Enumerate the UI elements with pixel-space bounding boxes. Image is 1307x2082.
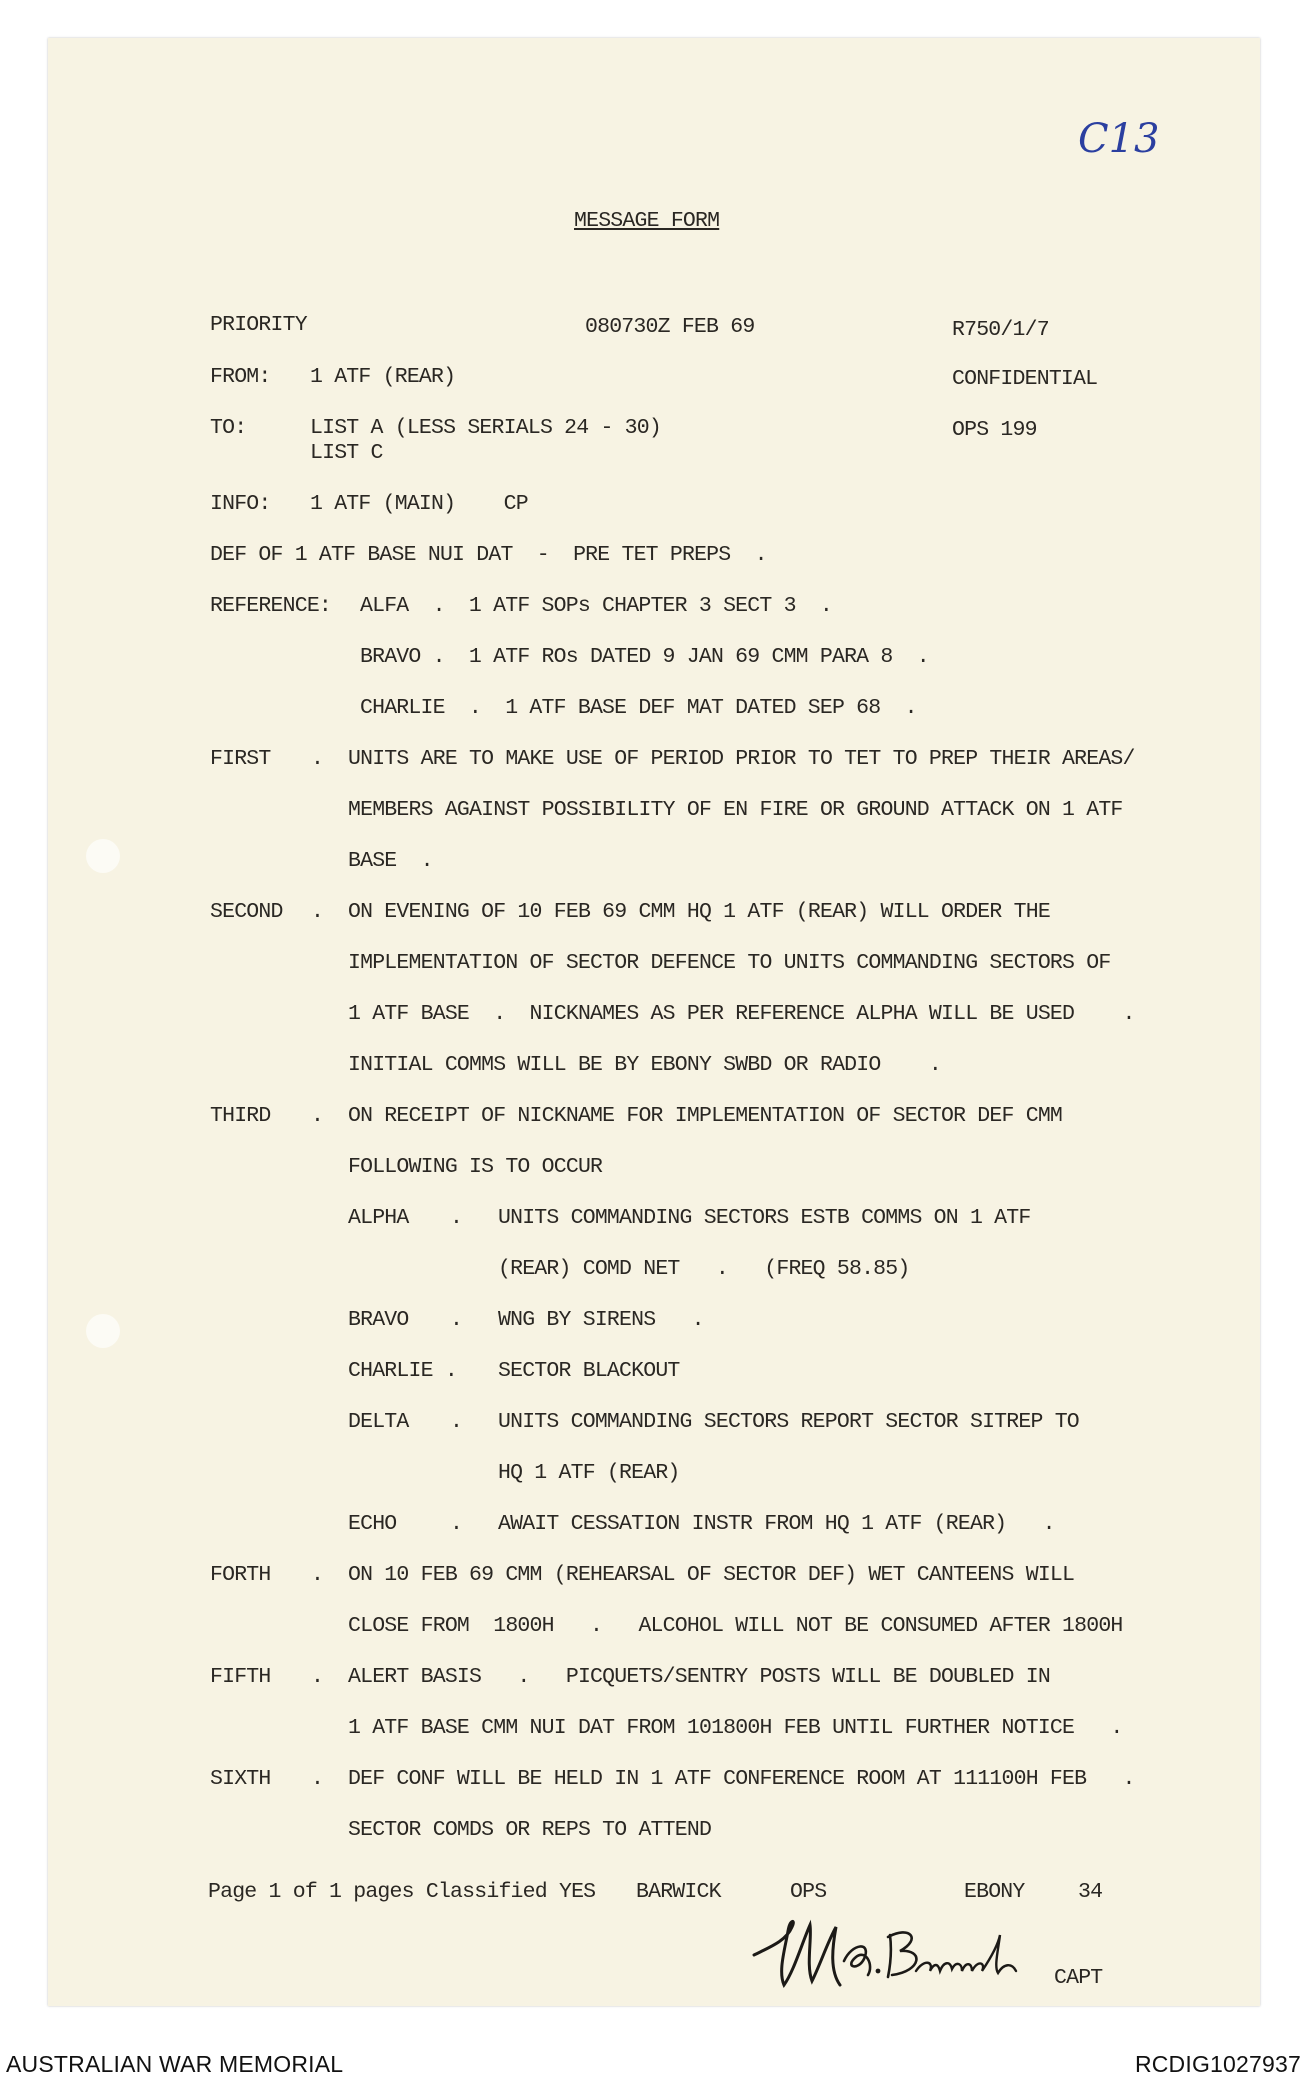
para-dot: . (311, 1104, 324, 1128)
info-label: INFO: (210, 492, 271, 516)
para-label-first: FIRST (210, 747, 271, 771)
to-value-line-1: LIST A (LESS SERIALS 24 - 30) (310, 416, 661, 440)
signatory-rank: CAPT (1054, 1966, 1103, 1990)
to-label: TO: (210, 416, 247, 440)
sub-delta-line-2: HQ 1 ATF (REAR) (498, 1461, 680, 1485)
para-dot: . (311, 900, 324, 924)
para-dot: . (311, 1563, 324, 1587)
sub-delta-line-1: UNITS COMMANDING SECTORS REPORT SECTOR SITREP TO (498, 1410, 1079, 1434)
sub-label-alpha: ALPHA (348, 1206, 409, 1230)
sub-dot: . (450, 1206, 463, 1230)
archive-item-id: RCDIG1027937 (1134, 2051, 1301, 2077)
sub-charlie-line-1: SECTOR BLACKOUT (498, 1359, 680, 1383)
punch-hole (86, 1314, 120, 1348)
from-value: 1 ATF (REAR) (310, 365, 456, 389)
para-forth-line-1: ON 10 FEB 69 CMM (REHEARSAL OF SECTOR DEF) WET CANTEENS WILL (348, 1563, 1075, 1587)
form-title: MESSAGE FORM (574, 209, 720, 233)
reference-charlie: CHARLIE . 1 ATF BASE DEF MAT DATED SEP 68 . (360, 696, 917, 720)
sub-label-bravo: BRAVO (348, 1308, 409, 1332)
para-sixth-line-1: DEF CONF WILL BE HELD IN 1 ATF CONFERENCE ROOM AT 111100H FEB . (348, 1767, 1135, 1791)
originator-name: BARWICK (636, 1880, 721, 1904)
file-reference: R750/1/7 (952, 318, 1049, 342)
subject-line: DEF OF 1 ATF BASE NUI DAT - PRE TET PREPS . (210, 543, 767, 567)
info-value: 1 ATF (MAIN) CP (310, 492, 528, 516)
sub-dot: . (450, 1308, 463, 1332)
date-time-group: 080730Z FEB 69 (585, 315, 755, 339)
para-label-second: SECOND (210, 900, 283, 924)
reference-bravo: BRAVO . 1 ATF ROs DATED 9 JAN 69 CMM PARA 8 . (360, 645, 929, 669)
para-label-sixth: SIXTH (210, 1767, 271, 1791)
para-third-line-1: ON RECEIPT OF NICKNAME FOR IMPLEMENTATION OF SECTOR DEF CMM (348, 1104, 1063, 1128)
classification: CONFIDENTIAL (952, 367, 1098, 391)
archive-name: AUSTRALIAN WAR MEMORIAL (6, 2051, 344, 2077)
sub-bravo-line-1: WNG BY SIRENS . (498, 1308, 704, 1332)
reference-alfa: ALFA . 1 ATF SOPs CHAPTER 3 SECT 3 . (360, 594, 832, 618)
para-third-line-2: FOLLOWING IS TO OCCUR (348, 1155, 603, 1179)
para-first-line-1: UNITS ARE TO MAKE USE OF PERIOD PRIOR TO TET TO PREP THEIR AREAS/ (348, 747, 1135, 771)
para-second-line-1: ON EVENING OF 10 FEB 69 CMM HQ 1 ATF (REAR) WILL ORDER THE (348, 900, 1050, 924)
para-first-line-2: MEMBERS AGAINST POSSIBILITY OF EN FIRE OR GROUND ATTACK ON 1 ATF (348, 798, 1123, 822)
sub-alpha-line-1: UNITS COMMANDING SECTORS ESTB COMMS ON 1 ATF (498, 1206, 1031, 1230)
para-label-fifth: FIFTH (210, 1665, 271, 1689)
extension-number: 34 (1078, 1880, 1103, 1904)
exchange-name: EBONY (964, 1880, 1025, 1904)
priority-label: PRIORITY (210, 313, 307, 337)
from-label: FROM: (210, 365, 271, 389)
reference-label: REFERENCE: (210, 594, 332, 618)
signature-image (740, 1905, 1040, 2000)
para-fifth-line-2: 1 ATF BASE CMM NUI DAT FROM 101800H FEB UNTIL FURTHER NOTICE . (348, 1716, 1123, 1740)
para-second-line-4: INITIAL COMMS WILL BE BY EBONY SWBD OR RADIO . (348, 1053, 942, 1077)
para-dot: . (311, 747, 324, 771)
para-dot: . (311, 1665, 324, 1689)
para-sixth-line-2: SECTOR COMDS OR REPS TO ATTEND (348, 1818, 712, 1842)
para-fifth-line-1: ALERT BASIS . PICQUETS/SENTRY POSTS WILL BE DOUBLED IN (348, 1665, 1050, 1689)
para-label-forth: FORTH (210, 1563, 271, 1587)
ops-reference: OPS 199 (952, 418, 1037, 442)
para-label-third: THIRD (210, 1104, 271, 1128)
to-value-line-2: LIST C (310, 441, 383, 465)
handwritten-annotation: C13 (1078, 116, 1160, 162)
punch-hole (86, 839, 120, 873)
sub-alpha-line-2: (REAR) COMD NET . (FREQ 58.85) (498, 1257, 910, 1281)
sub-echo-line-1: AWAIT CESSATION INSTR FROM HQ 1 ATF (REAR) . (498, 1512, 1055, 1536)
para-second-line-3: 1 ATF BASE . NICKNAMES AS PER REFERENCE ALPHA WILL BE USED . (348, 1002, 1135, 1026)
sub-label-charlie: CHARLIE . (348, 1359, 457, 1383)
sub-dot: . (450, 1410, 463, 1434)
para-dot: . (311, 1767, 324, 1791)
sub-label-echo: ECHO (348, 1512, 397, 1536)
originator-branch: OPS (790, 1880, 827, 1904)
sub-dot: . (450, 1512, 463, 1536)
para-forth-line-2: CLOSE FROM 1800H . ALCOHOL WILL NOT BE CONSUMED AFTER 1800H (348, 1614, 1123, 1638)
para-second-line-2: IMPLEMENTATION OF SECTOR DEFENCE TO UNITS COMMANDING SECTORS OF (348, 951, 1111, 975)
sub-label-delta: DELTA (348, 1410, 409, 1434)
page-count-classification: Page 1 of 1 pages Classified YES (208, 1880, 596, 1904)
para-first-line-3: BASE . (348, 849, 433, 873)
